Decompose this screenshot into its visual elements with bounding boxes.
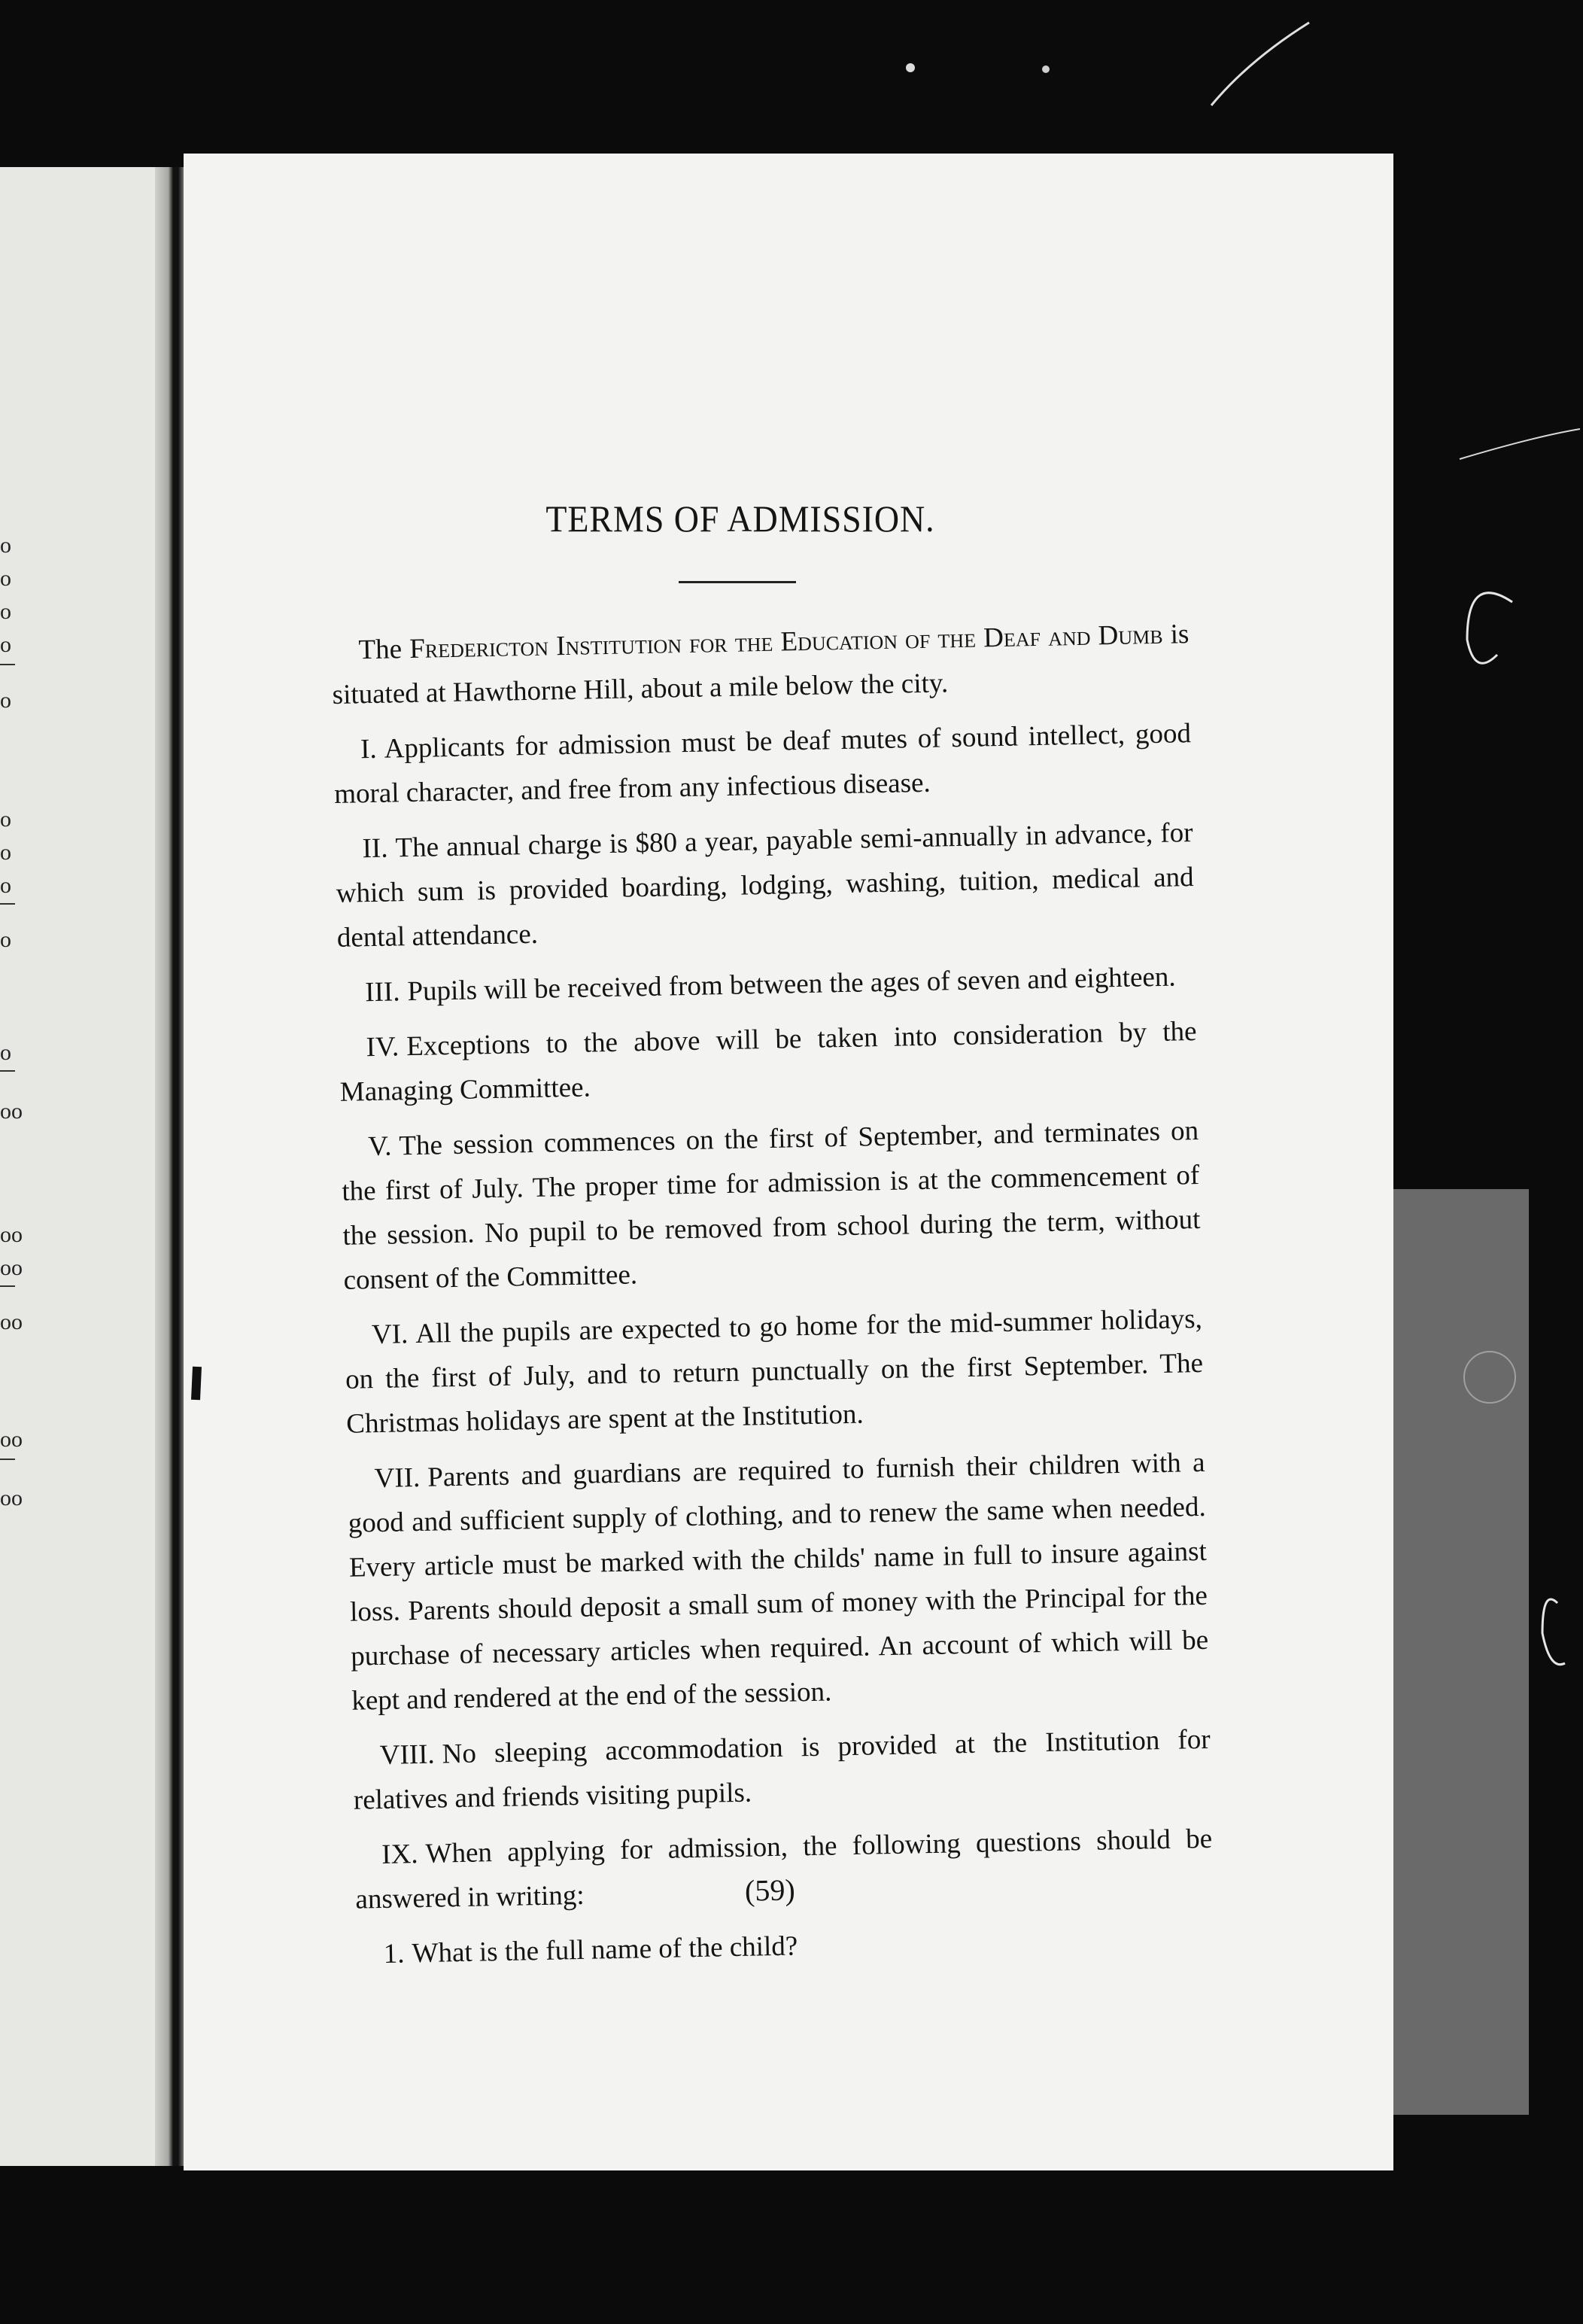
- term-number: IX.: [381, 1839, 418, 1871]
- term-text: The annual charge is $80 a year, payable semi-annually in advance, for which sum is provided boarding, lodging, washing, tuition, medical and dental attendance.: [336, 817, 1194, 954]
- left-page-mark: o: [0, 840, 11, 865]
- left-page-mark: oo: [0, 1310, 23, 1334]
- left-page-mark: o: [0, 566, 11, 591]
- term-text: Parents and guardians are required to furnish their children with a good and sufficient supply of clothing, and to renew the same when needed. Every article must be marked with the childs' name in full to insure against loss. Parents should deposit a small sum of money with the Principal for the purchase of necessary articles when required. An account of which will be kept and rendered at the end of the session.: [348, 1446, 1209, 1717]
- left-page-mark: oo: [0, 1486, 23, 1510]
- term-text: When applying for admission, the following questions should be answered in writing:: [355, 1823, 1213, 1915]
- left-page-mark: oo: [0, 1099, 23, 1124]
- page-title: TERMS OF ADMISSION.: [545, 497, 935, 540]
- term-number: II.: [362, 832, 388, 865]
- term-text: All the pupils are expected to go home for the mid-summer holidays, on the first of July, and to return punctually on the first September. The Christmas holidays are spent at the Institution.: [345, 1303, 1204, 1440]
- term-number: IV.: [366, 1031, 400, 1063]
- term-number: I.: [360, 733, 378, 765]
- left-page-mark: o: [0, 688, 11, 713]
- term-text: Applicants for admission must be deaf mutes of sound intellect, good moral character, and free from any infectious disease.: [333, 718, 1192, 810]
- left-page-mark: o: [0, 599, 11, 624]
- left-page-mark: o: [0, 807, 11, 832]
- page-number: (59): [744, 1872, 796, 1908]
- left-page-mark: o: [0, 1040, 11, 1065]
- left-page-mark: o: [0, 533, 11, 558]
- term-number: V.: [367, 1130, 392, 1163]
- term-number: VI.: [371, 1319, 409, 1351]
- term-number: VII.: [374, 1462, 421, 1495]
- intro-paragraph: The Fredericton Institution for the Education of the Deaf and Dumb is situated at Hawthorne Hill, about a mile below the city.: [332, 619, 1190, 710]
- question-text: What is the full name of the child?: [412, 1930, 798, 1970]
- left-page-mark: o: [0, 632, 11, 657]
- left-page-mark: oo: [0, 1222, 23, 1247]
- question-number: 1.: [383, 1938, 405, 1970]
- term-text: The session commences on the first of September, and terminates on the first of July. The proper time for admission is at the commencement of the session. No pupil to be removed from school during the term, without consent of the Committee.: [341, 1115, 1201, 1296]
- term-text: No sleeping accommodation is provided at the Institution for relatives and friends visiting pupils.: [353, 1723, 1211, 1816]
- intro-rest: is situated at Hawthorne Hill, about a mile below the city.: [332, 619, 1190, 710]
- term-text: Pupils will be received from between the ages of seven and eighteen.: [407, 961, 1176, 1008]
- term-text: Exceptions to the above will be taken into consideration by the Managing Committee.: [339, 1016, 1197, 1108]
- institution-name: Fredericton Institution for the Education of the Deaf and Dumb: [409, 619, 1163, 665]
- left-page-mark: oo: [0, 1427, 23, 1452]
- term-number: III.: [364, 976, 400, 1008]
- left-page-mark: o: [0, 873, 11, 898]
- term-number: VIII.: [379, 1738, 436, 1772]
- left-page-mark: oo: [0, 1255, 23, 1280]
- left-page-mark: o: [0, 927, 11, 952]
